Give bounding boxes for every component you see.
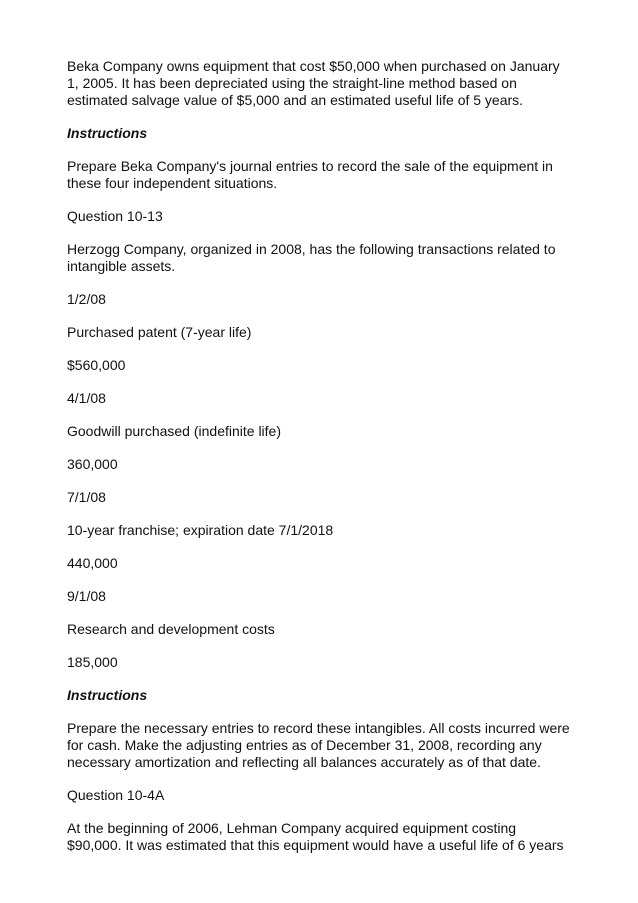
transaction-description: 10-year franchise; expiration date 7/1/2018 <box>67 522 334 538</box>
paragraph-intro: Beka Company owns equipment that cost $50,000 when purchased on January 1, 2005. It has been depreciated using the straight-line method based on estimated salvage value of $5,000 and an estimated useful life of 5 years. <box>67 58 560 108</box>
transaction-date: 1/2/08 <box>67 291 106 307</box>
document-body <box>67 58 587 870</box>
transaction-description: Research and development costs <box>67 621 275 637</box>
paragraph-instructions: Prepare Beka Company's journal entries to record the sale of the equipment in these four independent situations. <box>67 158 553 191</box>
paragraph-instructions: Prepare the necessary entries to record these intangibles. All costs incurred were for cash. Make the adjusting entries as of December 31, 2008, recording any necessary amortization and reflecting all balances accurately as of that date. <box>67 720 570 770</box>
transaction-date: 9/1/08 <box>67 588 106 604</box>
transaction-description: Goodwill purchased (indefinite life) <box>67 423 281 439</box>
transaction-description: Purchased patent (7-year life) <box>67 324 252 340</box>
instructions-heading: Instructions <box>67 125 148 141</box>
transaction-amount: 185,000 <box>67 654 118 670</box>
transaction-amount: 360,000 <box>67 456 118 472</box>
transaction-date: 7/1/08 <box>67 489 106 505</box>
transaction-amount: $560,000 <box>67 357 126 373</box>
transaction-amount: 440,000 <box>67 555 118 571</box>
paragraph-herzogg: Herzogg Company, organized in 2008, has the following transactions related to intangible assets. <box>67 241 556 274</box>
transaction-date: 4/1/08 <box>67 390 106 406</box>
question-title: Question 10-4A <box>67 787 165 803</box>
question-title: Question 10-13 <box>67 208 163 224</box>
paragraph-lehman: At the beginning of 2006, Lehman Company acquired equipment costing $90,000. It was estimated that this equipment would have a useful life of 6 years <box>67 820 564 853</box>
instructions-heading: Instructions <box>67 687 148 703</box>
